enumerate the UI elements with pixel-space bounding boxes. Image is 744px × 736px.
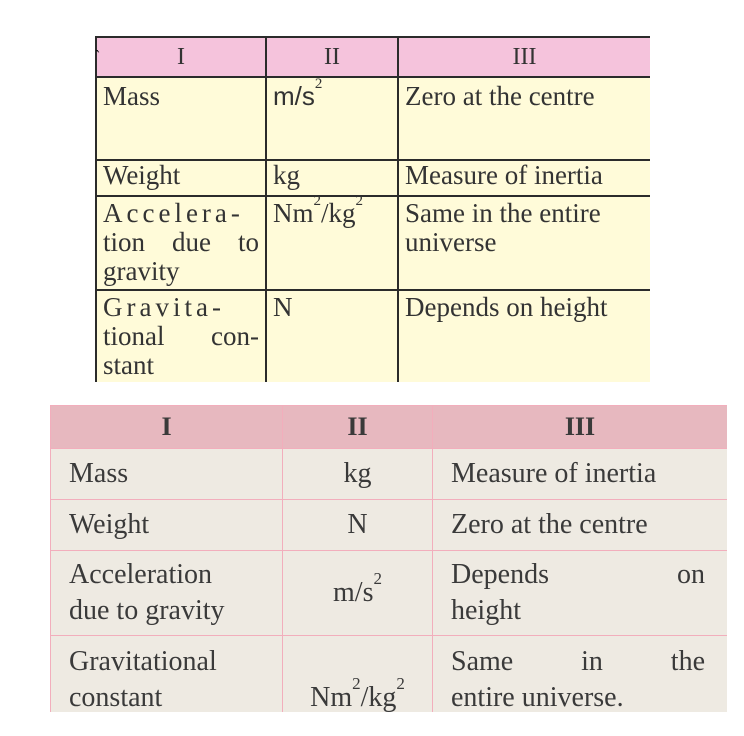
top-table-row <box>96 77 650 160</box>
bottom-table-header-row <box>51 406 728 449</box>
top-match-table <box>95 36 650 382</box>
top-table-image <box>95 36 650 382</box>
bottom-row1-col3: Measure of inertia <box>433 449 728 500</box>
top-row1-col1: Mass <box>96 77 266 160</box>
top-row3-col1: Accelera- tion due to gravity <box>96 196 266 290</box>
top-header-col-2: II <box>266 37 398 77</box>
bottom-header-col-2: II <box>283 406 433 449</box>
bottom-row4-col3: Same in the entire universe. <box>433 636 728 713</box>
top-header-col-3: III <box>398 37 650 77</box>
bottom-row2-col2: N <box>283 500 433 551</box>
top-table-header-row <box>96 37 650 77</box>
bottom-table-row <box>51 636 728 713</box>
top-row4-col1: Gravita- tional con- stant <box>96 290 266 382</box>
top-header-col-1: I <box>96 37 266 77</box>
bottom-row1-col2: kg <box>283 449 433 500</box>
stray-mark: ˎ <box>95 36 101 53</box>
bottom-table-row <box>51 500 728 551</box>
top-row2-col3: Measure of inertia <box>398 160 650 196</box>
bottom-row3-col1: Acceleration due to gravity <box>51 551 283 636</box>
top-row3-col2: $Nm^2/kg^2$ <box>266 196 398 290</box>
bottom-row4-col2: $Nm^2/kg^2$ <box>283 636 433 713</box>
top-table-row <box>96 196 650 290</box>
bottom-row4-col1: Gravitational constant <box>51 636 283 713</box>
bottom-match-table <box>50 405 727 712</box>
top-row2-col1: Weight <box>96 160 266 196</box>
bottom-row3-col2: $m/s^2$ <box>283 551 433 636</box>
bottom-row3-col3: Depends on height <box>433 551 728 636</box>
top-table-row <box>96 290 650 382</box>
bottom-table-row <box>51 449 728 500</box>
bottom-header-col-1: I <box>51 406 283 449</box>
top-row3-col3: Same in the entire universe <box>398 196 650 290</box>
bottom-row1-col1: Mass <box>51 449 283 500</box>
bottom-row2-col3: Zero at the centre <box>433 500 728 551</box>
bottom-row2-col1: Weight <box>51 500 283 551</box>
top-row1-col3: Zero at the centre <box>398 77 650 160</box>
bottom-table-image <box>50 405 727 712</box>
top-row4-col3: Depends on height <box>398 290 650 382</box>
bottom-header-col-3: III <box>433 406 728 449</box>
top-row1-col2: $m/s^2$ <box>266 77 398 160</box>
bottom-table-row <box>51 551 728 636</box>
top-row2-col2: kg <box>266 160 398 196</box>
top-table-row <box>96 160 650 196</box>
top-row4-col2: N <box>266 290 398 382</box>
